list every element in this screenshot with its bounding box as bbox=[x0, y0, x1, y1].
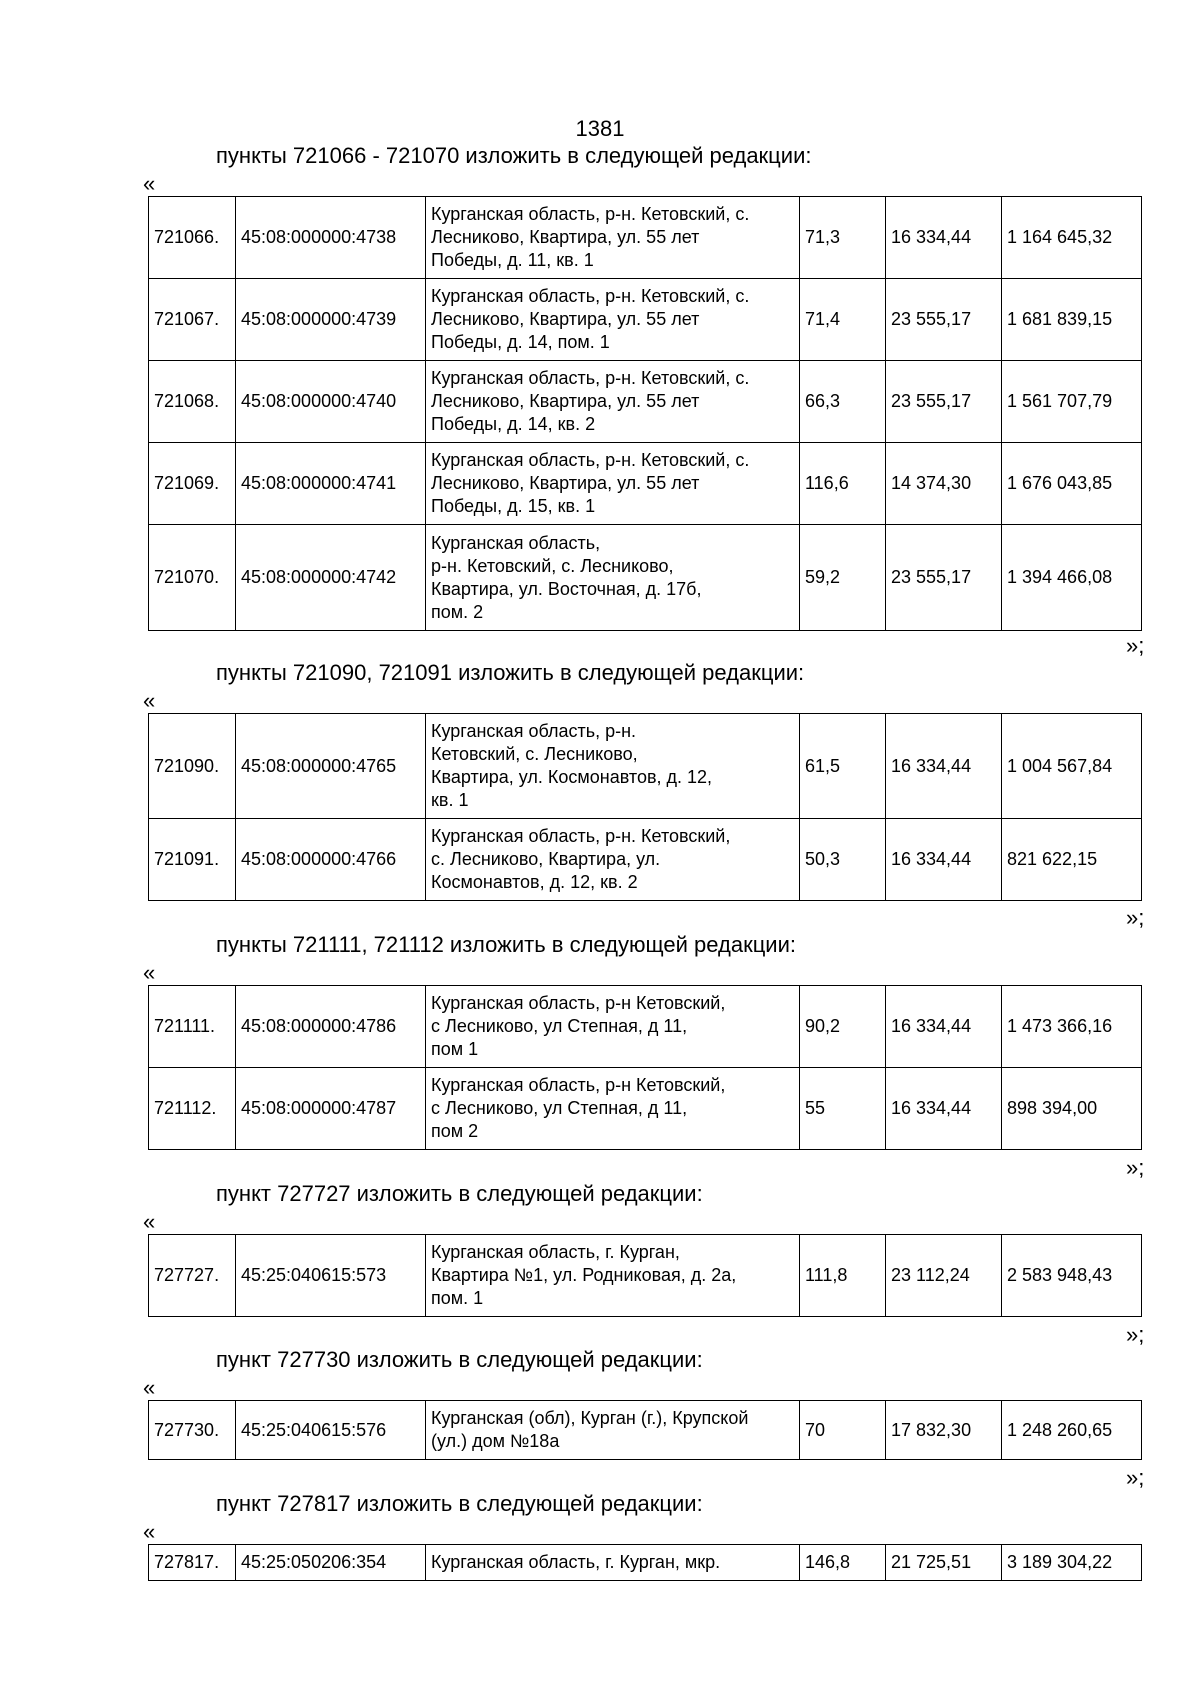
area: 71,4 bbox=[800, 279, 886, 361]
cadastral-number: 45:08:000000:4787 bbox=[236, 1068, 426, 1150]
cadastral-value: 1 473 366,16 bbox=[1002, 986, 1142, 1068]
opening-quote: « bbox=[143, 1519, 156, 1544]
entries-table bbox=[148, 1234, 1142, 1317]
item-number: 721090. bbox=[149, 714, 236, 819]
area: 71,3 bbox=[800, 197, 886, 279]
item-number: 721068. bbox=[149, 361, 236, 443]
address: Курганская область, р-н. Кетовский, с. Лесниково, Квартира, ул. 55 лет Победы, д. 15, кв. 1 bbox=[426, 443, 800, 525]
item-number: 721091. bbox=[149, 819, 236, 901]
item-number: 721111. bbox=[149, 986, 236, 1068]
address: Курганская (обл), Курган (г.), Крупской (ул.) дом №18а bbox=[426, 1401, 800, 1460]
table-row bbox=[149, 443, 1142, 525]
entries-table bbox=[148, 985, 1142, 1150]
cadastral-value: 898 394,00 bbox=[1002, 1068, 1142, 1150]
item-number: 721070. bbox=[149, 525, 236, 631]
rate: 16 334,44 bbox=[886, 197, 1002, 279]
opening-quote: « bbox=[143, 960, 156, 985]
item-number: 727727. bbox=[149, 1235, 236, 1317]
cadastral-value: 1 681 839,15 bbox=[1002, 279, 1142, 361]
item-number: 721067. bbox=[149, 279, 236, 361]
item-number: 727817. bbox=[149, 1545, 236, 1581]
address: Курганская область, р-н. Кетовский, с. Лесниково, Квартира, ул. 55 лет Победы, д. 11, кв. 1 bbox=[426, 197, 800, 279]
table-row bbox=[149, 361, 1142, 443]
cadastral-value: 1 676 043,85 bbox=[1002, 443, 1142, 525]
closing-quote: »; bbox=[1126, 633, 1145, 658]
rate: 16 334,44 bbox=[886, 714, 1002, 819]
cadastral-number: 45:08:000000:4742 bbox=[236, 525, 426, 631]
cadastral-value: 821 622,15 bbox=[1002, 819, 1142, 901]
item-number: 721066. bbox=[149, 197, 236, 279]
table-row bbox=[149, 1235, 1142, 1317]
rate: 16 334,44 bbox=[886, 819, 1002, 901]
cadastral-number: 45:25:050206:354 bbox=[236, 1545, 426, 1581]
area: 116,6 bbox=[800, 443, 886, 525]
cadastral-number: 45:08:000000:4738 bbox=[236, 197, 426, 279]
cadastral-number: 45:25:040615:573 bbox=[236, 1235, 426, 1317]
cadastral-value: 2 583 948,43 bbox=[1002, 1235, 1142, 1317]
section-heading: пункты 721090, 721091 изложить в следующей редакции: bbox=[216, 660, 805, 685]
address: Курганская область, р-н. Кетовский, с. Лесниково, Квартира, ул. Космонавтов, д. 12, кв. 2 bbox=[426, 819, 800, 901]
table-row bbox=[149, 279, 1142, 361]
rate: 17 832,30 bbox=[886, 1401, 1002, 1460]
address: Курганская область, р-н Кетовский, с Лесниково, ул Степная, д 11, пом 1 bbox=[426, 986, 800, 1068]
entries-table bbox=[148, 196, 1142, 631]
rate: 23 555,17 bbox=[886, 525, 1002, 631]
rate: 16 334,44 bbox=[886, 1068, 1002, 1150]
entries-table bbox=[148, 1544, 1142, 1581]
cadastral-value: 3 189 304,22 bbox=[1002, 1545, 1142, 1581]
cadastral-number: 45:08:000000:4740 bbox=[236, 361, 426, 443]
cadastral-number: 45:08:000000:4741 bbox=[236, 443, 426, 525]
area: 66,3 bbox=[800, 361, 886, 443]
rate: 14 374,30 bbox=[886, 443, 1002, 525]
address: Курганская область, р-н. Кетовский, с. Лесниково, Квартира, ул. 55 лет Победы, д. 14, кв. 2 bbox=[426, 361, 800, 443]
table-row bbox=[149, 1545, 1142, 1581]
table-row bbox=[149, 525, 1142, 631]
table-row bbox=[149, 819, 1142, 901]
opening-quote: « bbox=[143, 171, 156, 196]
cadastral-number: 45:08:000000:4766 bbox=[236, 819, 426, 901]
cadastral-value: 1 164 645,32 bbox=[1002, 197, 1142, 279]
address: Курганская область, г. Курган, Квартира №1, ул. Родниковая, д. 2а, пом. 1 bbox=[426, 1235, 800, 1317]
area: 61,5 bbox=[800, 714, 886, 819]
cadastral-number: 45:08:000000:4765 bbox=[236, 714, 426, 819]
area: 90,2 bbox=[800, 986, 886, 1068]
closing-quote: »; bbox=[1126, 1322, 1145, 1347]
area: 111,8 bbox=[800, 1235, 886, 1317]
area: 55 bbox=[800, 1068, 886, 1150]
cadastral-number: 45:25:040615:576 bbox=[236, 1401, 426, 1460]
rate: 23 555,17 bbox=[886, 279, 1002, 361]
section-heading: пункты 721066 - 721070 изложить в следующей редакции: bbox=[216, 143, 812, 168]
address: Курганская область, р-н Кетовский, с Лесниково, ул Степная, д 11, пом 2 bbox=[426, 1068, 800, 1150]
closing-quote: »; bbox=[1126, 1465, 1145, 1490]
cadastral-value: 1 394 466,08 bbox=[1002, 525, 1142, 631]
area: 59,2 bbox=[800, 525, 886, 631]
section-heading: пункт 727730 изложить в следующей редакции: bbox=[216, 1347, 703, 1372]
section-heading: пункты 721111, 721112 изложить в следующей редакции: bbox=[216, 932, 796, 957]
closing-quote: »; bbox=[1126, 905, 1145, 930]
rate: 23 555,17 bbox=[886, 361, 1002, 443]
rate: 23 112,24 bbox=[886, 1235, 1002, 1317]
cadastral-number: 45:08:000000:4739 bbox=[236, 279, 426, 361]
closing-quote: »; bbox=[1126, 1155, 1145, 1180]
address: Курганская область, р-н. Кетовский, с. Лесниково, Квартира, ул. Космонавтов, д. 12, кв. 1 bbox=[426, 714, 800, 819]
rate: 16 334,44 bbox=[886, 986, 1002, 1068]
address: Курганская область, г. Курган, мкр. bbox=[426, 1545, 800, 1581]
opening-quote: « bbox=[143, 1209, 156, 1234]
entries-table bbox=[148, 713, 1142, 901]
area: 70 bbox=[800, 1401, 886, 1460]
table-row bbox=[149, 197, 1142, 279]
area: 146,8 bbox=[800, 1545, 886, 1581]
entries-table bbox=[148, 1400, 1142, 1460]
opening-quote: « bbox=[143, 688, 156, 713]
section-heading: пункт 727817 изложить в следующей редакции: bbox=[216, 1491, 703, 1516]
area: 50,3 bbox=[800, 819, 886, 901]
cadastral-number: 45:08:000000:4786 bbox=[236, 986, 426, 1068]
cadastral-value: 1 561 707,79 bbox=[1002, 361, 1142, 443]
cadastral-value: 1 004 567,84 bbox=[1002, 714, 1142, 819]
table-row bbox=[149, 986, 1142, 1068]
opening-quote: « bbox=[143, 1375, 156, 1400]
item-number: 721069. bbox=[149, 443, 236, 525]
rate: 21 725,51 bbox=[886, 1545, 1002, 1581]
item-number: 721112. bbox=[149, 1068, 236, 1150]
table-row bbox=[149, 714, 1142, 819]
table-row bbox=[149, 1401, 1142, 1460]
section-heading: пункт 727727 изложить в следующей редакции: bbox=[216, 1181, 703, 1206]
item-number: 727730. bbox=[149, 1401, 236, 1460]
page-number: 1381 bbox=[575, 116, 625, 141]
address: Курганская область, р-н. Кетовский, с. Лесниково, Квартира, ул. Восточная, д. 17б, пом. 2 bbox=[426, 525, 800, 631]
table-row bbox=[149, 1068, 1142, 1150]
address: Курганская область, р-н. Кетовский, с. Лесниково, Квартира, ул. 55 лет Победы, д. 14, пом. 1 bbox=[426, 279, 800, 361]
cadastral-value: 1 248 260,65 bbox=[1002, 1401, 1142, 1460]
